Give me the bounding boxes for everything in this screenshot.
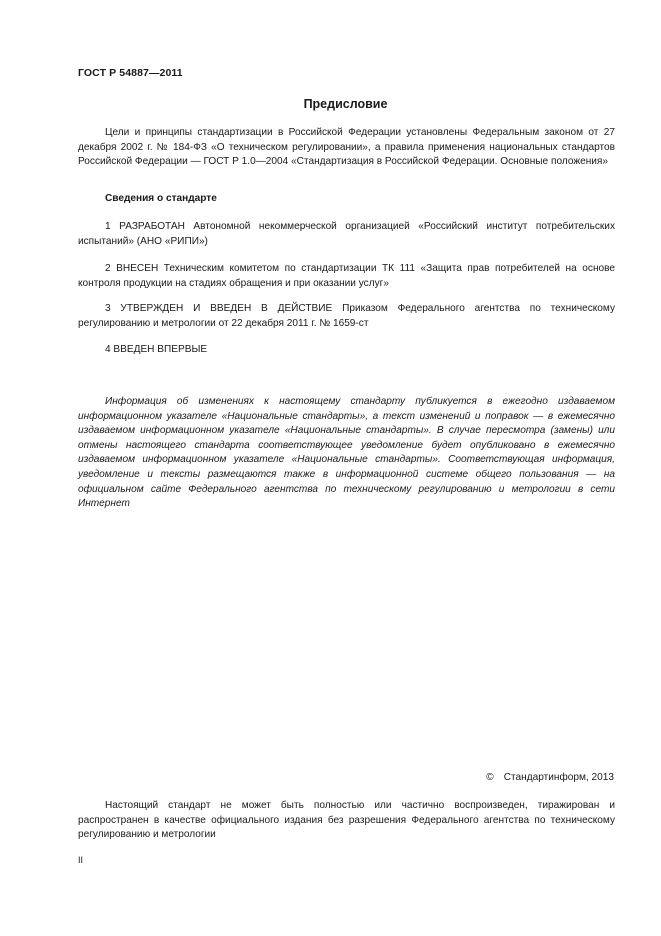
standard-code: ГОСТ Р 54887—2011	[78, 67, 183, 79]
list-item: 2 ВНЕСЕН Техническим комитетом по стандартизации ТК 111 «Защита прав потребителей на основе контроля продукции на стадиях обращения и при оказании услуг»	[78, 263, 615, 289]
page-number: II	[78, 855, 84, 865]
list-item: 4 ВВЕДЕН ВПЕРВЫЕ	[105, 344, 208, 355]
intro-paragraph: Цели и принципы стандартизации в Российской Федерации установлены Федеральным законом от 27 декабря 2002 г. № 184-ФЗ «О техническом регулировании», а правила применения национальных стандартов Российской Федерации — ГОСТ Р 1.0—2004 «Стандартизация в Российской Федерации. Основные положения»	[78, 127, 615, 168]
page-title: Предисловие	[303, 97, 388, 111]
reproduction-notice: Настоящий стандарт не может быть полностью или частично воспроизведен, тиражирован и распространен в качестве официального издания без разрешения Федерального агентства по техническому регулированию и метрологии	[78, 800, 615, 841]
copyright-text: Стандартинформ, 2013	[503, 772, 614, 783]
list-item: 3 УТВЕРЖДЕН И ВВЕДЕН В ДЕЙСТВИЕ Приказом Федерального агентства по техническому регулированию и метрологии от 22 декабря 2011 г. № 1659-ст	[78, 303, 615, 329]
list-item: 1 РАЗРАБОТАН Автономной некоммерческой организацией «Российский институт потребительских испытаний» (АНО «РИПИ»)	[78, 221, 615, 247]
copyright-icon: ©	[486, 772, 494, 783]
copyright-line	[486, 772, 614, 783]
section-heading: Сведения о стандарте	[105, 193, 217, 204]
notice-paragraph: Информация об изменениях к настоящему стандарту публикуется в ежегодно издаваемом информационном указателе «Национальные стандарты», а текст изменений и поправок — в ежемесячно издаваемом информационном указателе «Национальные стандарты». В случае пересмотра (замены) или отмены настоящего стандарта соответствующее уведомление будет опубликовано в ежемесячно издаваемом информационном указателе «Национальные стандарты». Соответствующая информация, уведомление и тексты размещаются также в информационной системе общего пользования — на официальном сайте Федерального агентства по техническому регулированию и метрологии в сети Интернет	[78, 396, 615, 510]
